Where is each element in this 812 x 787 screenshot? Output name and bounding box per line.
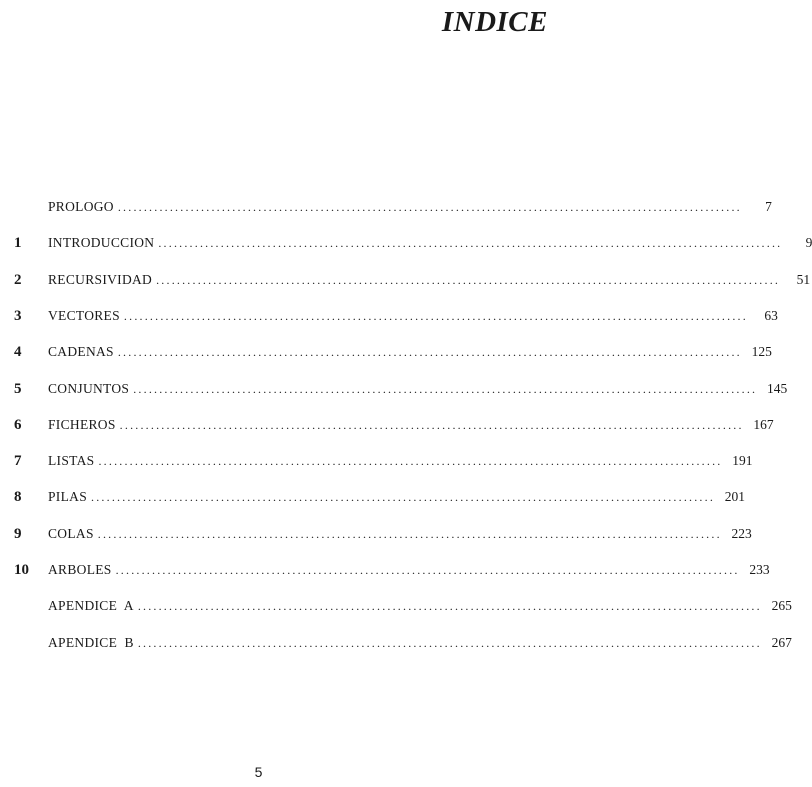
- chapter-title: VECTORES: [48, 307, 120, 323]
- chapter-number: 8: [14, 489, 22, 506]
- chapter-title: RECURSIVIDAD: [48, 271, 153, 287]
- dot-leader: ........................................................................................................................: [117, 345, 742, 360]
- chapter-title: COLAS: [48, 525, 94, 541]
- chapter-page: 191: [732, 453, 753, 469]
- dot-leader: ........................................................................................................................: [137, 635, 762, 650]
- chapter-page: 201: [724, 489, 746, 505]
- chapter-number: 4: [14, 344, 22, 361]
- chapter-number: 1: [14, 235, 22, 252]
- chapter-title: PILAS: [48, 489, 88, 505]
- dot-leader: ........................................................................................................................: [91, 490, 716, 505]
- chapter-page: 267: [771, 634, 792, 650]
- toc-entry: [0, 269, 811, 291]
- chapter-title: APENDICE B: [48, 634, 134, 650]
- chapter-number: 6: [14, 416, 22, 433]
- toc-entry: [0, 341, 772, 363]
- toc-entry: [0, 595, 792, 617]
- toc-entry: [0, 632, 792, 654]
- dot-leader: ........................................................................................................................: [115, 563, 740, 577]
- chapter-title: APENDICE A: [48, 598, 134, 614]
- dot-leader: ........................................................................................................................: [98, 454, 723, 469]
- chapter-title: ARBOLES: [48, 562, 112, 577]
- chapter-page: 125: [751, 344, 772, 360]
- dot-leader: ........................................................................................................................: [158, 236, 783, 251]
- toc-entry: [0, 414, 774, 436]
- toc-entry: [0, 486, 746, 508]
- toc-entry: [0, 378, 788, 400]
- chapter-number: 5: [14, 380, 22, 397]
- toc-entry: [0, 523, 752, 545]
- toc-entry: [0, 305, 778, 327]
- dot-leader: ........................................................................................................................: [133, 381, 758, 396]
- chapter-page: 265: [771, 598, 792, 614]
- toc-entry: [0, 196, 772, 218]
- chapter-title: CADENAS: [48, 344, 114, 360]
- toc-entry: [0, 559, 770, 581]
- chapter-page: 167: [753, 416, 774, 432]
- dot-leader: ........................................................................................................................: [156, 272, 781, 287]
- chapter-title: FICHEROS: [48, 416, 116, 432]
- chapter-title: CONJUNTOS: [48, 380, 130, 396]
- dot-leader: ........................................................................................................................: [117, 200, 742, 214]
- dot-leader: ........................................................................................................................: [97, 526, 722, 541]
- toc-entry: [0, 232, 812, 254]
- chapter-page: 7: [765, 199, 772, 214]
- chapter-page: 233: [749, 562, 770, 577]
- dot-leader: ........................................................................................................................: [123, 308, 748, 323]
- chapter-title: INTRODUCCION: [48, 235, 155, 251]
- chapter-page: 223: [731, 525, 752, 541]
- chapter-number: 10: [14, 562, 29, 578]
- chapter-number: 7: [14, 453, 22, 470]
- chapter-number: 9: [14, 525, 22, 542]
- chapter-page: 51: [796, 271, 811, 287]
- dot-leader: ........................................................................................................................: [137, 599, 762, 614]
- chapter-number: 2: [14, 271, 22, 288]
- chapter-title: PROLOGO: [48, 199, 114, 214]
- dot-leader: ........................................................................................................................: [119, 417, 744, 432]
- chapter-page: 63: [764, 307, 778, 323]
- page-number: 5: [254, 764, 263, 780]
- chapter-page: 9: [805, 235, 812, 251]
- toc-entry: [0, 450, 753, 472]
- chapter-title: LISTAS: [48, 453, 95, 469]
- page-title: INDICE: [441, 6, 548, 38]
- chapter-page: 145: [766, 380, 788, 396]
- chapter-number: 3: [14, 307, 22, 324]
